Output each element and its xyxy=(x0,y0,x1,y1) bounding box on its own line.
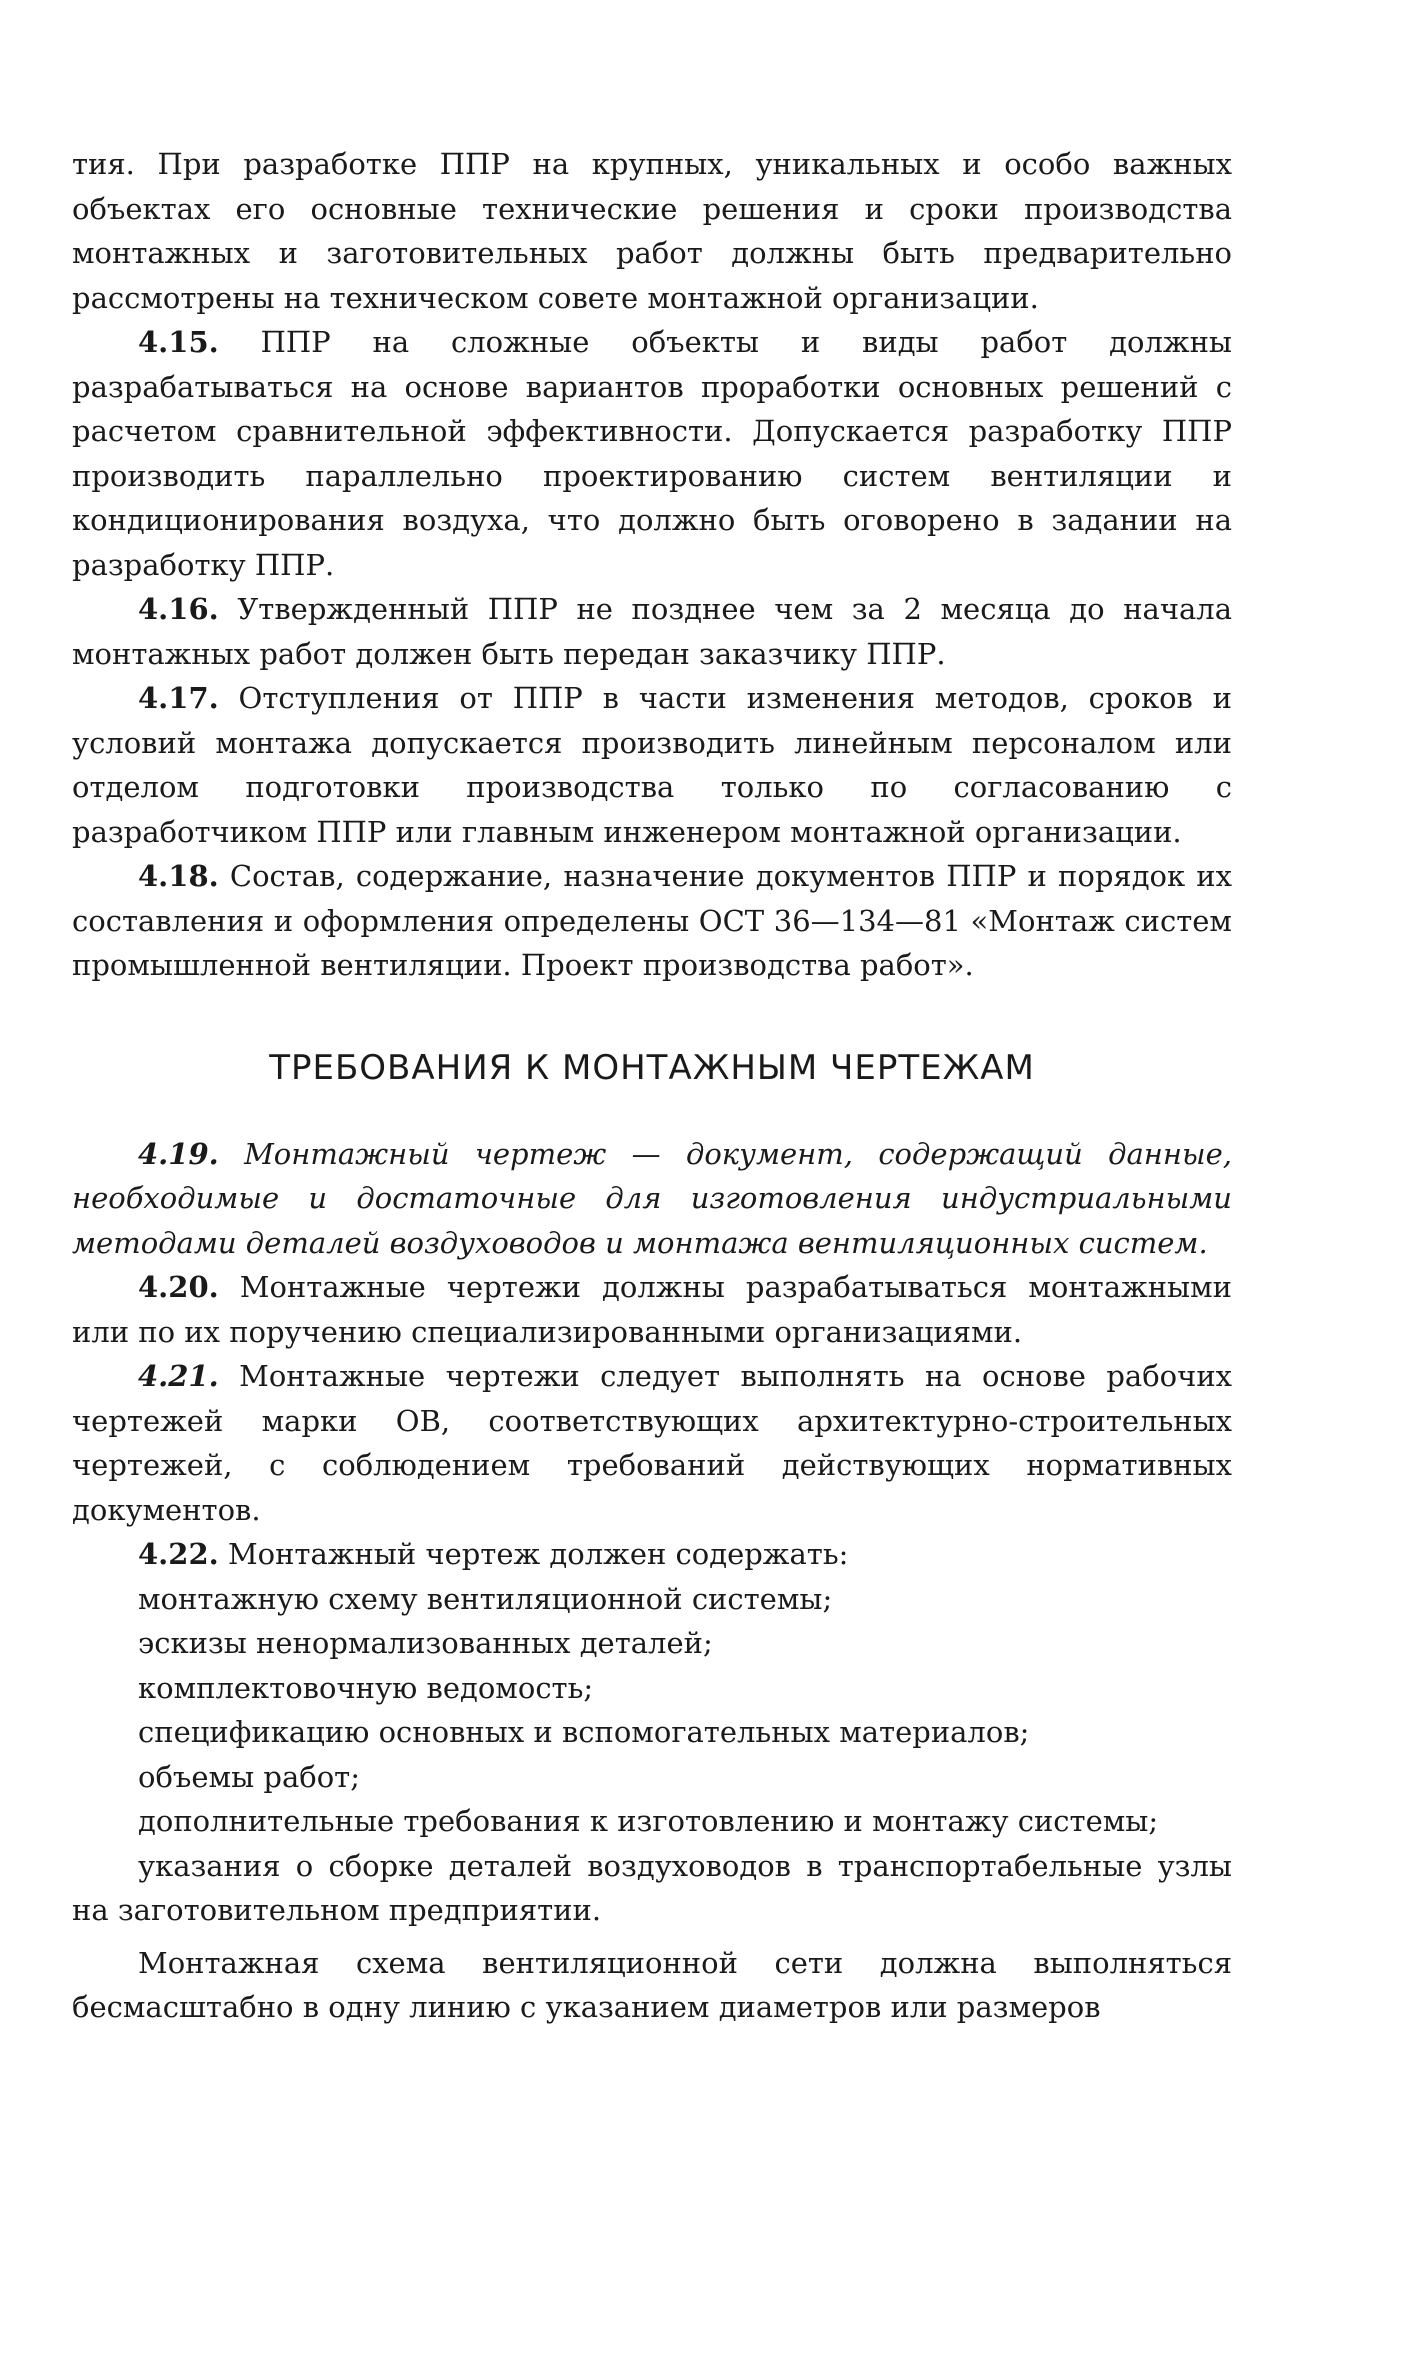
list-item: дополнительные требования к изготовлению и монтажу системы; xyxy=(138,1804,1159,1838)
clause-number: 4.17. xyxy=(138,681,219,715)
list-item: комплектовочную ведомость; xyxy=(138,1670,594,1705)
clause-text: ППР на сложные объекты и виды работ должны разрабатываться на основе вариантов проработки основных решений с расчетом сравнительной эффективности. Допускается разработку ППР производить параллельно проектированию систем вентиляции и кондиционирования воздуха, что должно быть оговорено в задании на разработку ППР. xyxy=(72,325,1232,582)
list-item: спецификацию основных и вспомогательных материалов; xyxy=(138,1715,1030,1749)
paragraph-4-20 xyxy=(72,1265,1232,1354)
section-heading: ТРЕБОВАНИЯ К МОНТАЖНЫМ ЧЕРТЕЖАМ xyxy=(269,1047,1035,1088)
clause-number: 4.16. xyxy=(138,592,219,626)
paragraph-4-17 xyxy=(72,676,1232,854)
clause-text: Утвержденный ППР не позднее чем за 2 месяца до начала монтажных работ должен быть передан заказчику ППР. xyxy=(72,592,1232,671)
clause-number: 4.21. xyxy=(138,1359,219,1393)
clause-number: 4.15. xyxy=(138,325,219,359)
clause-text: Отступления от ППР в части изменения методов, сроков и условий монтажа допускается производить линейным персоналом или отделом подготовки производства только по согласованию с разработчиком ППР или главным инженером монтажной организации. xyxy=(72,681,1232,849)
paragraph-4-21 xyxy=(72,1354,1232,1532)
document-page xyxy=(72,142,1232,2030)
list-item: объемы работ; xyxy=(138,1759,360,1794)
paragraph-4-16 xyxy=(72,587,1232,676)
list-item: монтажную схему вентиляционной системы; xyxy=(138,1581,833,1616)
paragraph-4-19 xyxy=(72,1132,1232,1266)
list-item: эскизы ненормализованных деталей; xyxy=(138,1626,713,1660)
paragraph-4-22 xyxy=(72,1532,1232,1577)
clause-text: Монтажные чертежи должны разрабатываться монтажными или по их поручению специализированными организациями. xyxy=(72,1270,1232,1349)
clause-number: 4.19. xyxy=(138,1136,219,1171)
clause-text: Монтажный чертеж должен содержать: xyxy=(218,1537,849,1571)
clause-text: Состав, содержание, назначение документов ППР и порядок их составления и оформления определены ОСТ 36—134—81 «Монтаж систем промышленной вентиляции. Проект производства работ». xyxy=(72,859,1232,982)
paragraph-scheme: Монтажная схема вентиляционной сети должна выполняться бесмасштабно в одну линию с указанием диаметров или размеров xyxy=(72,1945,1232,2024)
clause-number: 4.20. xyxy=(138,1270,219,1304)
clause-number: 4.18. xyxy=(138,859,219,893)
clause-number: 4.22. xyxy=(138,1537,219,1571)
paragraph-continuation: тия. При разработке ППР на крупных, уникальных и особо важных объектах его основные технические решения и сроки производства монтажных и заготовительных работ должны быть предварительно рассмотрены на техническом совете монтажной организации. xyxy=(72,147,1232,315)
clause-text: Монтажный чертеж — документ, содержащий данные, необходимые и достаточные для изготовления индустриальными методами деталей воздуховодов и монтажа вентиляционных систем. xyxy=(72,1136,1232,1260)
paragraph-4-15 xyxy=(72,320,1232,587)
paragraph-4-18 xyxy=(72,854,1232,988)
clause-text: Монтажные чертежи следует выполнять на основе рабочих чертежей марки ОВ, соответствующих архитектурно-строительных чертежей, с соблюдением требований действующих нормативных документов. xyxy=(72,1359,1232,1527)
list-item: указания о сборке деталей воздуховодов в транспортабельные узлы на заготовительном предприятии. xyxy=(72,1848,1232,1927)
